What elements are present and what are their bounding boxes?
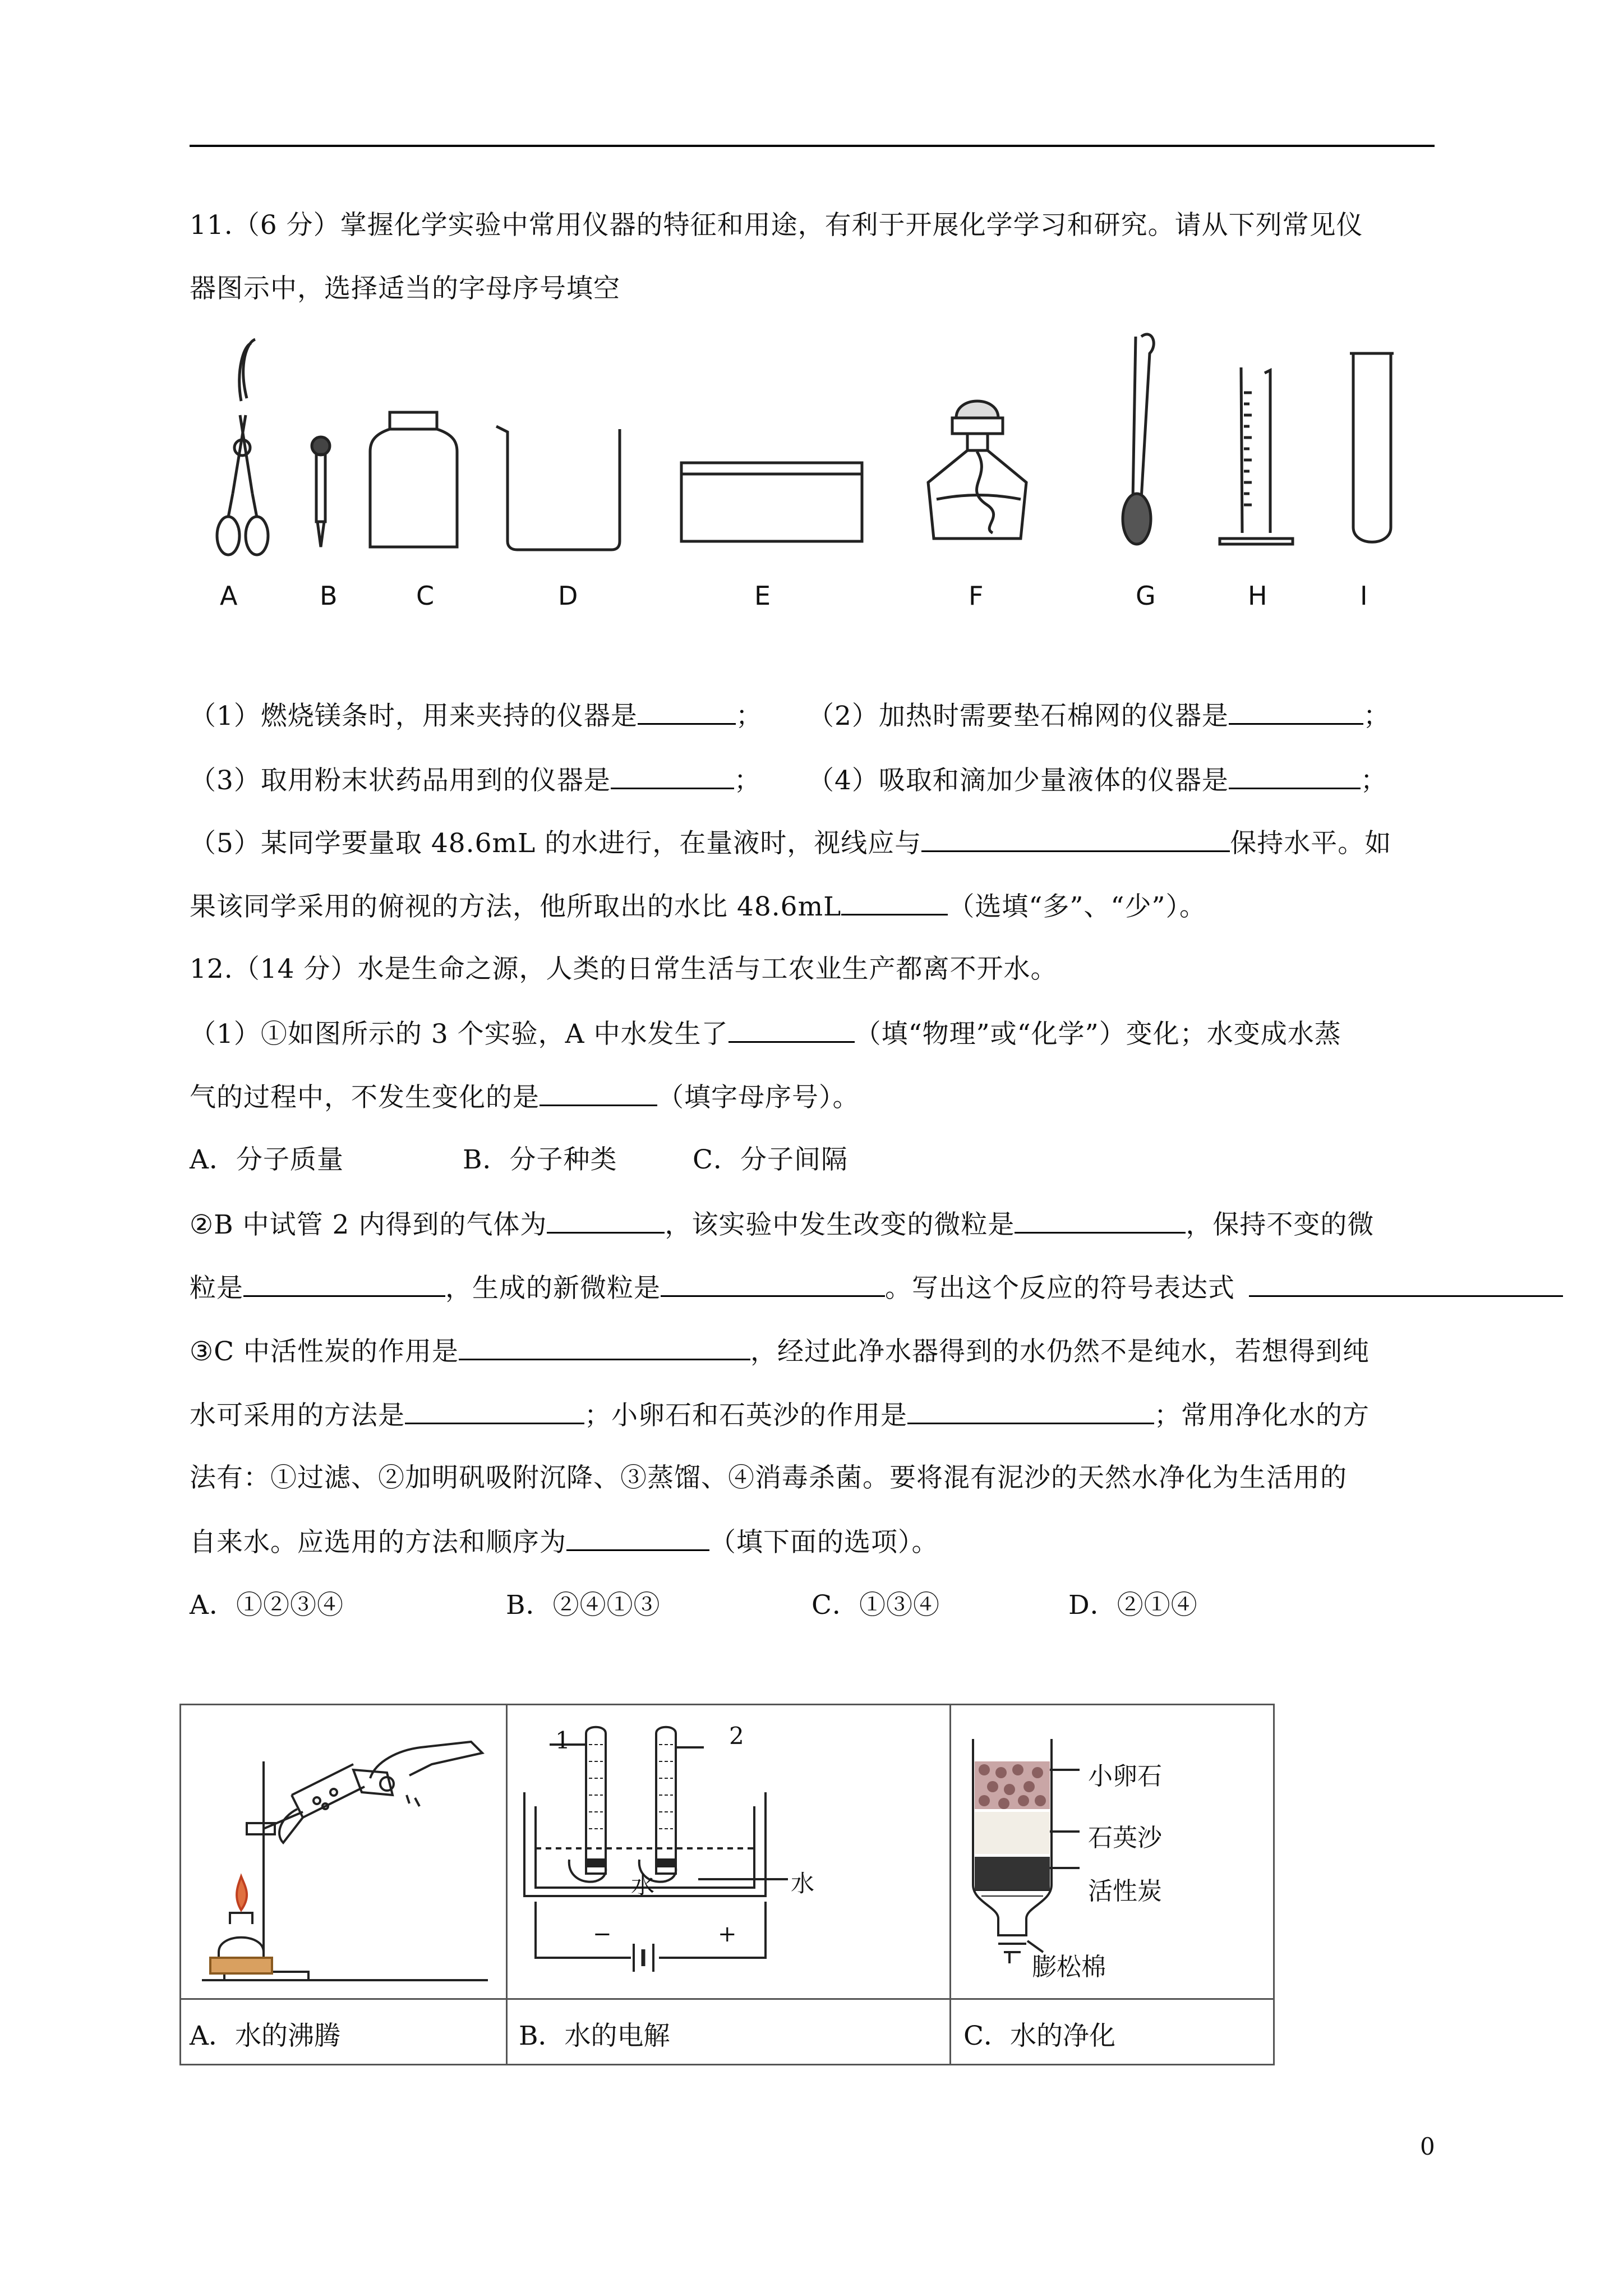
instrument-label-g: G [1136,581,1156,611]
q12-part2-line1: ②B 中试管 2 内得到的气体为 ，该实验中发生改变的微粒是 ，保持不变的微 [190,1207,1374,1242]
quartz-sand-layer-label: 石英沙 [1088,1824,1162,1852]
caption-b: B．水的电解 [519,2021,670,2051]
tube-label-2: 2 [729,1722,744,1750]
q12-choice-c: C．①③④ [811,1590,940,1621]
reagent-bottle-icon [370,412,457,547]
q11-part4: （4）吸取和滴加少量液体的仪器是 ； [808,763,1387,798]
instrument-label-i: I [1360,581,1368,611]
q11-part1: （1）燃烧镁条时，用来夹持的仪器是 ； [190,698,763,733]
q12-part1-line2: 气的过程中，不发生变化的是 （填字母序号）。 [190,1080,860,1115]
q11-part3: （3）取用粉末状药品用到的仪器是 ； [190,763,761,798]
q12-stem: 12.（14 分）水是生命之源，人类的日常生活与工农业生产都离不开水。 [190,954,1058,984]
instrument-label-a: A [220,581,238,611]
header-rule [190,145,1435,147]
instrument-label-h: H [1248,581,1267,611]
q12-part3-line4: 自来水。应选用的方法和顺序为 （填下面的选项）。 [190,1525,939,1559]
q11-stem-line2: 器图示中，选择适当的字母序号填空 [190,273,620,304]
activated-carbon-layer-label: 活性炭 [1088,1877,1162,1906]
graduated-cylinder-icon [1220,367,1293,544]
answer-blank[interactable] [638,698,736,725]
negative-terminal-label: − [593,1921,612,1947]
caption-c: C．水的净化 [963,2021,1115,2051]
q12-part3-line2: 水可采用的方法是 ；小卵石和石英沙的作用是 ；常用净化水的方 [190,1398,1370,1433]
q12-option-b: B．分子种类 [463,1144,617,1175]
instrument-figure [185,331,1419,572]
answer-blank[interactable] [611,763,734,789]
pebble-layer-label: 小卵石 [1088,1762,1162,1791]
answer-blank[interactable] [1229,698,1363,725]
answer-blank[interactable] [566,1525,709,1551]
table-divider [949,1704,951,2065]
beaker-icon [496,426,620,550]
answer-blank[interactable] [459,1334,750,1360]
q11-part5-line1: （5）某同学要量取 48.6mL 的水进行，在量液时，视线应与 保持水平。如 [190,826,1391,861]
q12-choice-b: B．②④①③ [506,1590,661,1621]
q12-choice-a: A．①②③④ [190,1590,344,1621]
q12-part3-line3: 法有：①过滤、②加明矾吸附沉降、③蒸馏、④消毒杀菌。要将混有泥沙的天然水净化为生活用的 [190,1462,1347,1493]
instrument-label-e: E [754,581,771,611]
instrument-label-d: D [558,581,578,611]
tube-label-1: 1 [555,1727,570,1754]
q12-choice-d: D．②①④ [1068,1590,1198,1621]
q12-part1-line1: （1）①如图所示的 3 个实验，A 中水发生了 （填“物理”或“化学”）变化；水变成水蒸 [190,1016,1341,1051]
medicine-spoon-icon [1123,334,1154,544]
answer-blank[interactable] [405,1398,584,1424]
answer-blank[interactable] [540,1080,657,1106]
table-divider [179,1998,1275,2000]
q12-part2-line2: 粒是 ，生成的新微粒是 。写出这个反应的符号表达式 [190,1271,1563,1305]
water-trough-icon [681,463,862,541]
q12-option-a: A．分子质量 [190,1144,344,1175]
answer-blank[interactable] [921,826,1230,852]
table-divider [506,1704,508,2065]
instrument-label-f: F [969,581,984,611]
cotton-layer-label: 膨松棉 [1032,1953,1106,1981]
q11-part2: （2）加热时需要垫石棉网的仪器是 ； [808,698,1390,733]
answer-blank[interactable] [547,1207,665,1234]
answer-blank[interactable] [728,1016,855,1043]
answer-blank[interactable] [1249,1271,1563,1297]
answer-blank[interactable] [841,889,948,915]
alcohol-lamp-icon [928,401,1026,539]
page-number: 0 [1420,2133,1435,2160]
dropper-icon [312,437,330,547]
instrument-label-b: B [320,581,338,611]
test-tube-icon [1350,353,1394,542]
crucible-tongs-icon [217,339,268,555]
caption-a: A．水的沸腾 [190,2021,340,2051]
answer-blank[interactable] [661,1271,885,1297]
positive-terminal-label: + [718,1921,737,1947]
answer-blank[interactable] [243,1271,445,1297]
water-label: 水 [791,1870,815,1897]
q11-stem-line1: 11.（6 分）掌握化学实验中常用仪器的特征和用途，有利于开展化学学习和研究。请从下列常见仪 [190,210,1363,241]
q12-part3-line1: ③C 中活性炭的作用是 ，经过此净水器得到的水仍然不是纯水，若想得到纯 [190,1334,1370,1369]
q12-option-c: C．分子间隔 [693,1144,848,1175]
instrument-label-c: C [416,581,435,611]
electrolysis-illustration [513,1717,945,1991]
answer-blank[interactable] [1015,1207,1186,1234]
q11-part5-line2: 果该同学采用的俯视的方法，他所取出的水比 48.6mL （选填“多”、“少”）。 [190,889,1206,924]
water-inner-label: 水 [631,1871,655,1899]
answer-blank[interactable] [1229,763,1361,789]
boiling-water-illustration [185,1717,499,1991]
answer-blank[interactable] [907,1398,1154,1424]
